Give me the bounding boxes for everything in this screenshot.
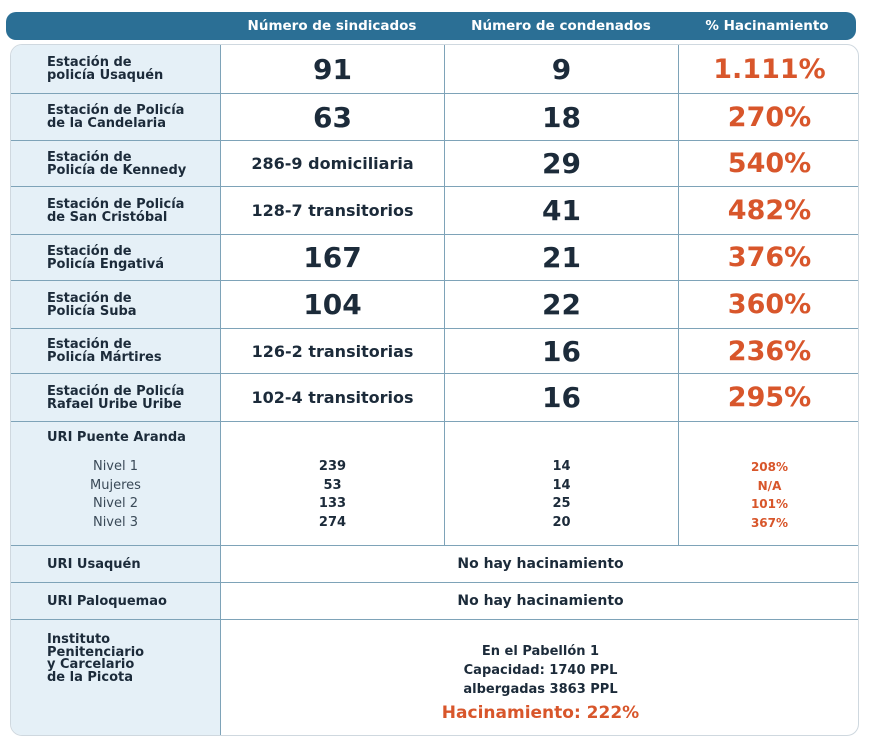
inpec-name: Instituto Penitenciario y Carcelario de la Picota (47, 632, 145, 685)
level-hacinamiento: 367% (750, 515, 789, 530)
table-row (11, 140, 859, 186)
condenados-value: 18 (542, 100, 581, 134)
inpec-hacinamiento: Hacinamiento: 222% (441, 703, 640, 723)
header-hacinamiento: % Hacinamiento (705, 18, 829, 34)
hacinamiento-value: 360% (727, 289, 812, 320)
table-row (11, 186, 859, 234)
station-name: Estación de Policía de San Cristóbal (47, 196, 185, 225)
condenados-value: 41 (542, 194, 581, 227)
level-label: Nivel 3 (92, 514, 139, 530)
hacinamiento-value: 1.111% (713, 53, 826, 85)
header-sindicados: Número de sindicados (247, 18, 417, 34)
sindicados-value: 91 (313, 52, 352, 86)
station-name: Estación de Policía Engativá (47, 243, 164, 272)
inpec-row (11, 619, 859, 736)
sindicados-value: 128-7 transitorios (251, 201, 414, 220)
uri-puente-aranda-row (11, 421, 859, 545)
station-name: URI Usaquén (47, 556, 141, 572)
hacinamiento-value: 540% (727, 148, 812, 179)
condenados-value: 22 (542, 288, 581, 321)
condenados-value: 29 (542, 147, 581, 180)
station-name: Estación de policía Usaquén (47, 55, 164, 83)
overcrowding-table (10, 44, 859, 736)
level-condenados: 14 (552, 477, 571, 493)
table-row (11, 280, 859, 328)
sindicados-value: 104 (303, 288, 362, 321)
level-label: Nivel 1 (92, 459, 139, 474)
table-row (11, 328, 859, 373)
sindicados-value: 167 (303, 241, 362, 274)
condenados-value: 16 (542, 334, 581, 368)
hacinamiento-value: 236% (727, 335, 812, 367)
hacinamiento-value: 270% (727, 101, 812, 133)
condenados-value: 9 (551, 52, 572, 86)
table-header (6, 12, 856, 40)
station-name: URI Paloquemao (47, 593, 167, 609)
table-row (11, 373, 859, 421)
header-condenados: Número de condenados (471, 18, 651, 34)
level-hacinamiento: 101% (750, 497, 789, 511)
table-row (11, 234, 859, 280)
level-condenados: 20 (552, 514, 571, 530)
hacinamiento-value: 295% (727, 382, 812, 413)
level-label: Nivel 2 (92, 496, 139, 511)
station-name: Estación de Policía Mártires (47, 337, 162, 365)
sindicados-value: 286-9 domiciliaria (251, 154, 414, 173)
level-sindicados: 133 (318, 496, 347, 511)
level-label: Mujeres (90, 477, 141, 493)
station-name: Estación de Policía de Kennedy (47, 149, 187, 178)
level-sindicados: 274 (318, 514, 347, 530)
hacinamiento-value: 376% (727, 242, 812, 273)
sindicados-value: 126-2 transitorias (251, 341, 414, 361)
inpec-capacidad: Capacidad: 1740 PPL (463, 663, 618, 678)
condenados-value: 16 (542, 381, 581, 414)
table-row (11, 93, 859, 140)
table-row (11, 45, 859, 93)
level-hacinamiento: N/A (757, 478, 782, 493)
uri-paloquemao-status: No hay hacinamiento (457, 593, 624, 609)
uri-usaquen-status: No hay hacinamiento (457, 556, 624, 572)
level-condenados: 14 (552, 459, 571, 474)
station-name: Estación de Policía Rafael Uribe Uribe (47, 383, 185, 412)
uri-paloquemao-row (11, 582, 859, 619)
condenados-value: 21 (542, 241, 581, 274)
level-sindicados: 53 (323, 477, 342, 493)
level-hacinamiento: 208% (750, 460, 789, 474)
hacinamiento-value: 482% (727, 195, 812, 226)
sindicados-value: 63 (313, 100, 352, 134)
station-name: Estación de Policía Suba (47, 290, 137, 319)
inpec-pabellon: En el Pabellón 1 (481, 644, 600, 659)
level-condenados: 25 (552, 496, 571, 511)
inpec-albergadas: albergadas 3863 PPL (463, 682, 618, 697)
uri-usaquen-row (11, 545, 859, 582)
uri-puente-aranda-title: URI Puente Aranda (47, 430, 186, 445)
station-name: Estación de Policía de la Candelaria (47, 103, 185, 131)
level-sindicados: 239 (318, 459, 347, 474)
sindicados-value: 102-4 transitorios (251, 388, 414, 407)
